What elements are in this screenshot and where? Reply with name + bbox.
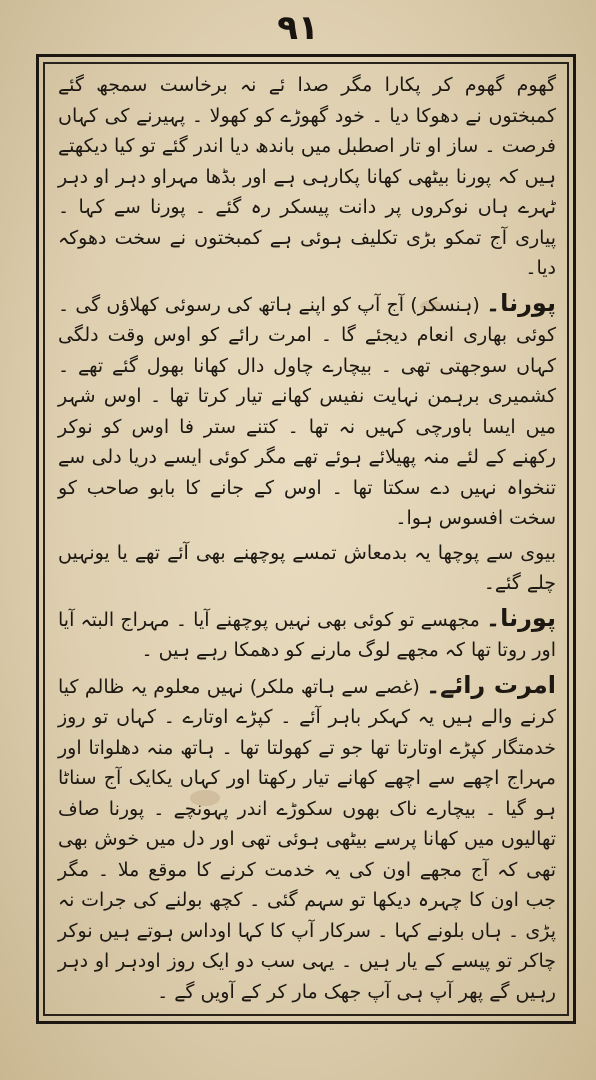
paragraph-text: (ہنسکر) آج آپ کو اپنے ہاتھ کی رسوئی کھلاؤں گی ۔ کوئی بھاری انعام دیجئے گا ۔ امرت رائے کو اوس وقت دلگی کہاں سوجھتی تھی ۔ بیچارے چاول دال کھانا بھول گئے تھے ۔ کشمیری برہمن نہایت نفیس کھانے تیار کرتا تھا ۔ اوس شہر میں ایسا باورچی کہیں نہ تھا ۔ کتنے ستر فا اوس کو نوکر رکھنے کے لئے منہ پھیلائے ہوئے تھے مگر کوئی ایسے دریا دلی سے تنخواہ نہیں دے سکتا تھا ۔ اوس کے جانے کا بابو صاحب کو سخت افسوس ہوا۔ [58,293,556,529]
paragraph-2 [58,288,556,534]
urdu-text-body [58,70,557,1003]
paragraph-text: بیوی سے پوچھا یہ بدمعاش تمسے پوچھنے بھی آئے تھے یا یونہیں چلے گئے۔ [58,541,556,594]
paragraph-3 [58,538,556,599]
paragraph-1 [58,70,556,284]
speaker-name: پورنا۔ [486,603,556,632]
paragraph-text: گھوم گھوم کر پکارا مگر صدا ئے نہ برخاست سمجھ گئے کمبختوں نے دھوکا دیا ۔ خود گھوڑے کو کھولا ۔ پہیرنے کی کہاں فرصت ۔ ساز او تار اصطبل میں باندھ دیا اندر گئے تو کیا دیکھتے ہیں کہ پورنا بیٹھی کھانا پکارہی ہے اور بڈھا مہراو دہر او دہر ٹہرے ہاں نوکروں پر دانت پیسکر رہ گئے ۔ پورنا سے کہا ۔ پیاری آج تمکو بڑی تکلیف ہوئی ہے کمبختوں نے سخت دھوکہ دیا۔ [58,74,556,279]
paragraph-text: (غصے سے ہاتھ ملکر) نہیں معلوم یہ ظالم کیا کرنے والے ہیں یہ کہکر باہر آئے ۔ کپڑے اوتارے ۔ کہاں تو روز خدمتگار کپڑے اوتارتا تھا جو تے کھولتا تھا ۔ ہاتھ منہ دھلواتا اور مہراج اچھے سے اچھے کھانے تیار رکھتا اور کہاں یکایک آج سناٹا ہو گیا ۔ بیچارے ناک بھوں سکوڑے اندر پہونچے ۔ پورنا صاف تھالیوں میں کھانا پرسے بیٹھی ہوئی تھی اور دل میں خوش بھی تھی کہ آج مجھے اون کی یہ خدمت کرنے کا موقع ملا ۔ مگر جب اون کا چہرہ دیکھا تو سہم گئی ۔ کچھ بولنے کی جرات نہ پڑی ۔ ہاں بلونے کہا ۔ سرکار آپ کا کہا اوداس ہوتے ہیں نوکر چاکر تو پیسے کے یار ہیں ۔ یہی سب دو ایک روز اودہر او دہر رہیں گے پھر آپ ہی آپ جھک مار کر کے آویں گے ۔ [58,675,556,1003]
paragraph-text: مجھسے تو کوئی بھی نہیں پوچھنے آیا ۔ مہراج البتہ آیا اور روتا تھا کہ مجھے لوگ مارنے کو دھمکا رہے ہیں ۔ [58,608,556,661]
speaker-name: پورنا۔ [486,288,556,317]
paragraph-5 [58,670,556,1008]
paragraph-4 [58,603,556,666]
page-number: ۹۱ [277,8,319,48]
speaker-name: امرت رائے۔ [426,670,557,699]
